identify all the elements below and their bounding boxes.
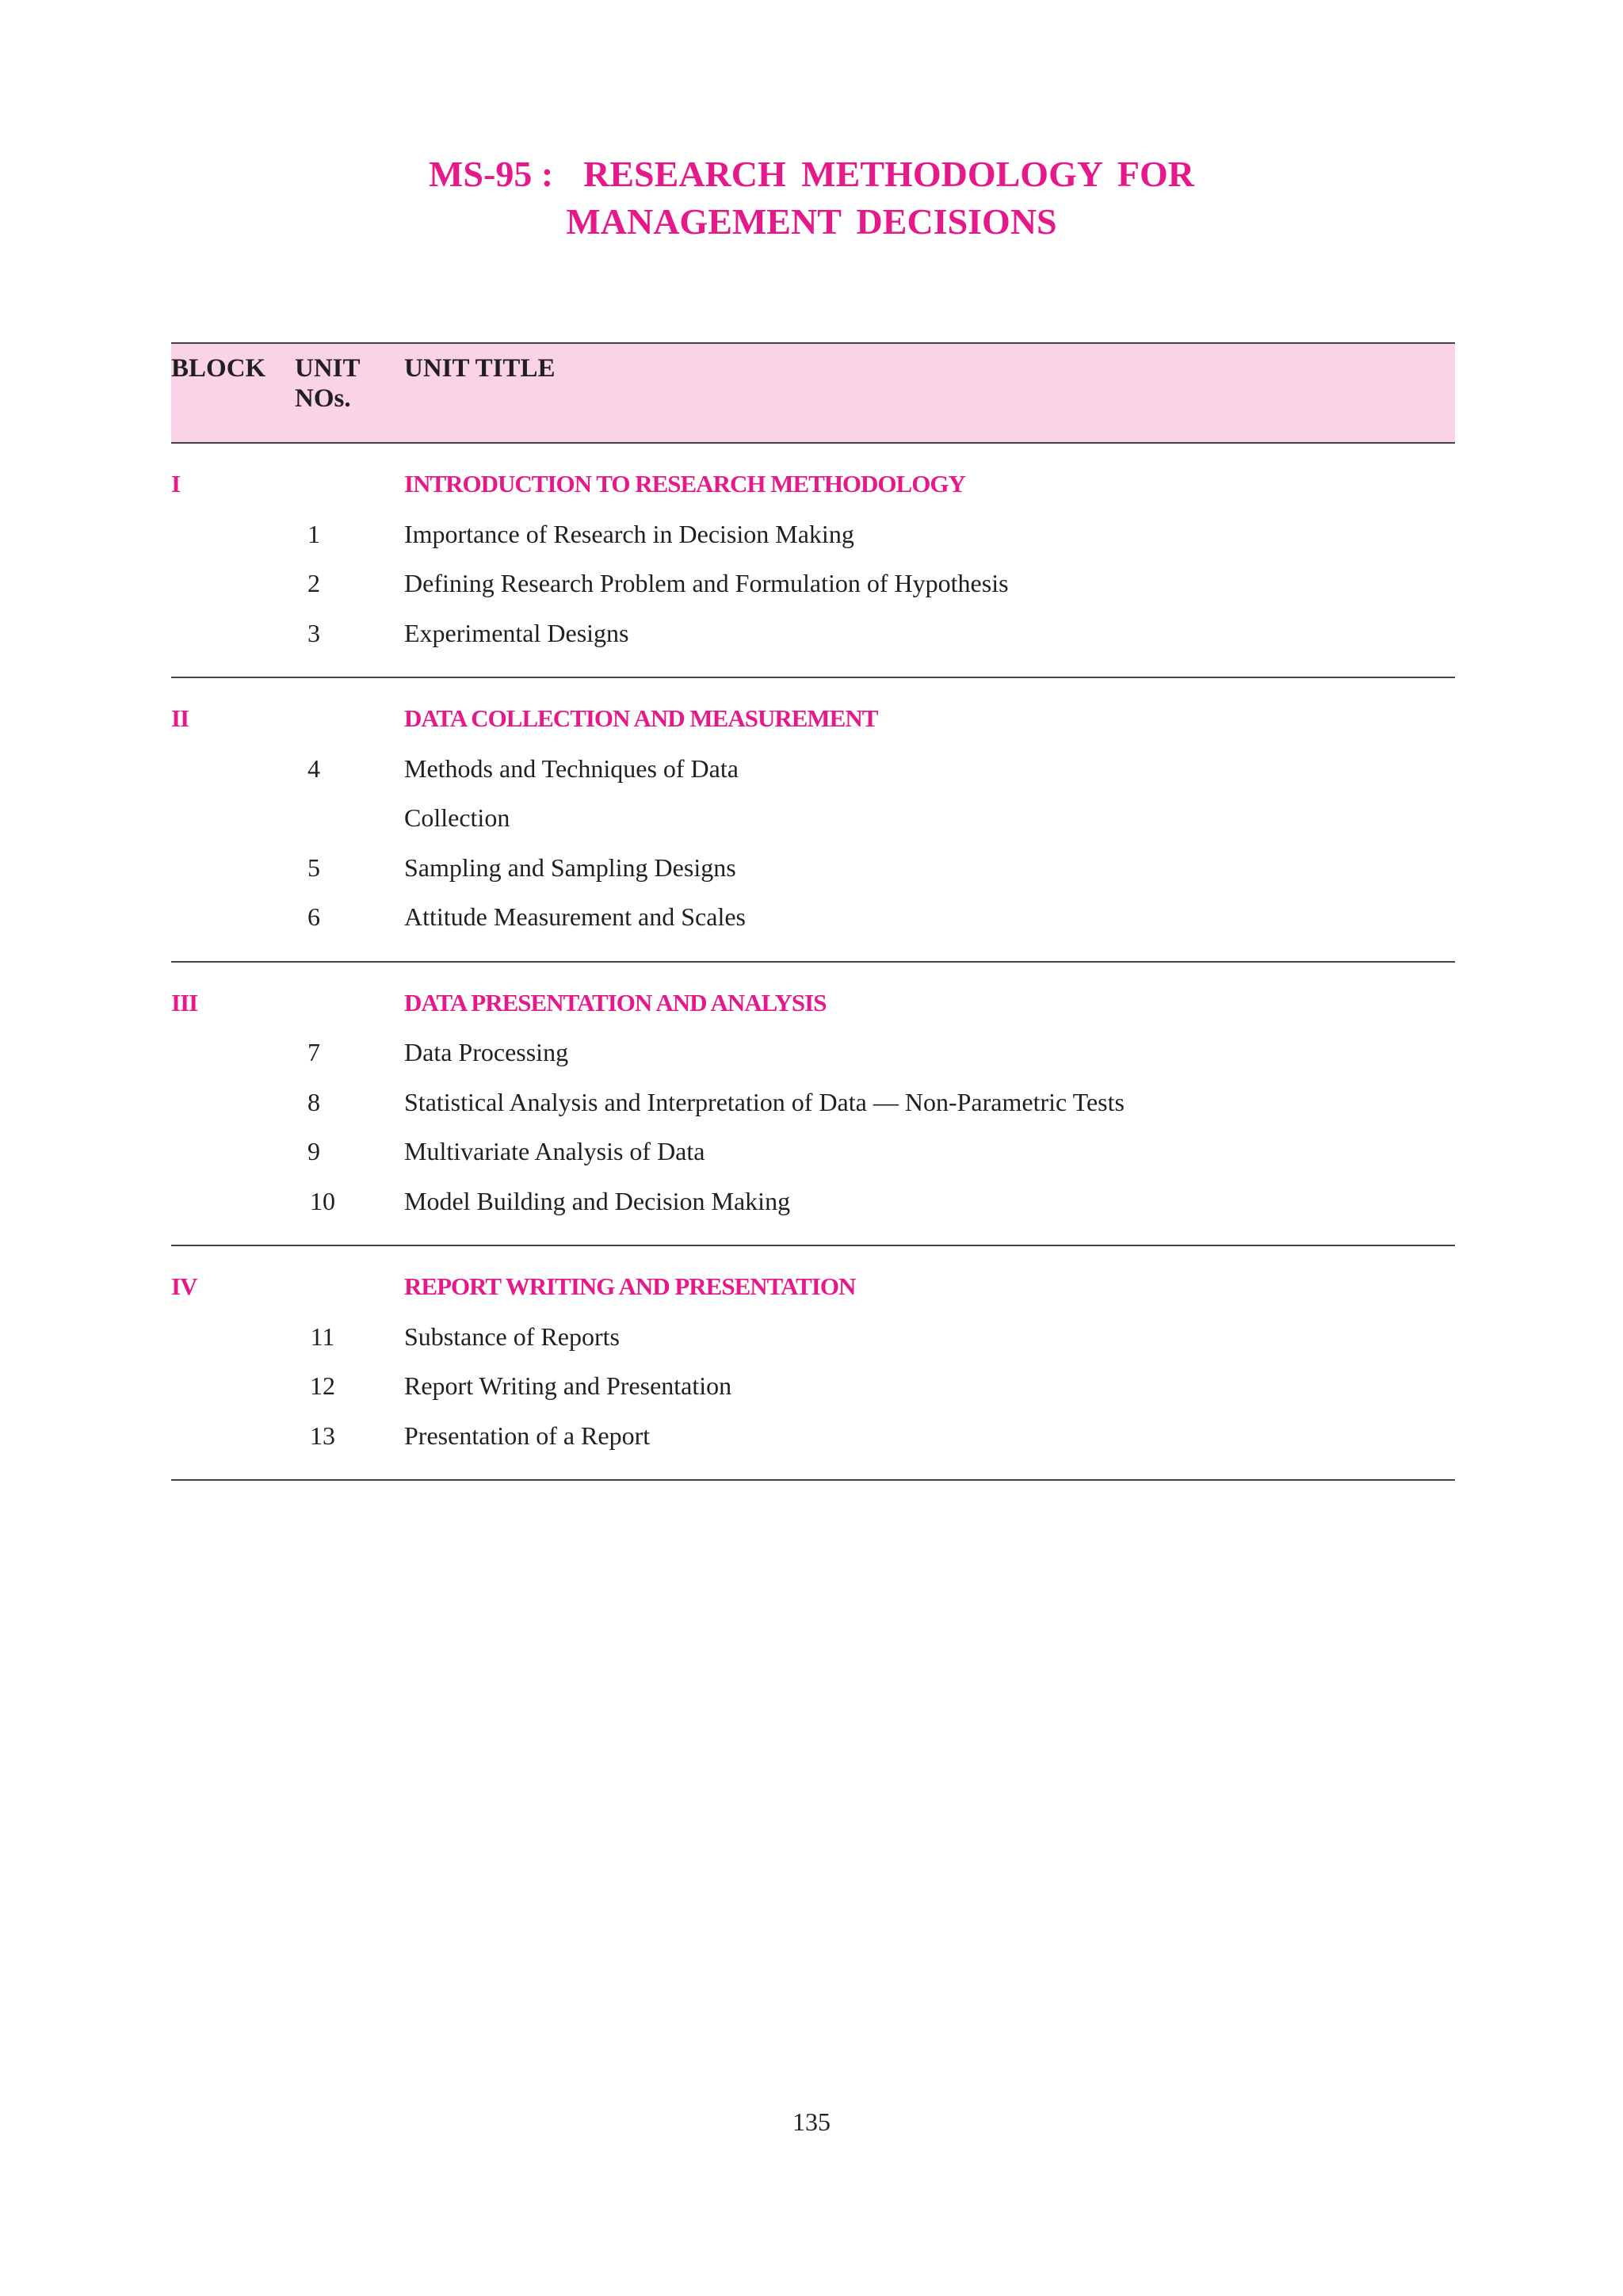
unit-title: Model Building and Decision Making bbox=[404, 1186, 791, 1215]
header-unit-line-1: UNIT bbox=[295, 354, 361, 383]
unit-title: Statistical Analysis and Interpretation of Data — Non-Parametric Tests bbox=[404, 1087, 1125, 1116]
block-heading-row bbox=[171, 694, 1455, 744]
unit-title: Importance of Research in Decision Making bbox=[404, 519, 854, 548]
unit-row bbox=[171, 892, 1455, 942]
unit-row bbox=[171, 1127, 1455, 1177]
course-title-line-2: MANAGEMENT DECISIONS bbox=[566, 201, 1057, 242]
header-unit-title: UNIT TITLE bbox=[404, 354, 556, 383]
unit-number: 13 bbox=[310, 1421, 335, 1450]
unit-number: 6 bbox=[307, 902, 320, 931]
course-title-line-1: RESEARCH METHODOLOGY FOR bbox=[583, 154, 1194, 194]
header-unit-nos bbox=[295, 353, 361, 414]
block-heading-row bbox=[171, 978, 1455, 1028]
unit-title: Attitude Measurement and Scales bbox=[404, 902, 746, 931]
block-id: I bbox=[171, 470, 181, 498]
unit-number: 9 bbox=[307, 1137, 320, 1165]
block-heading-row bbox=[171, 460, 1455, 509]
block-id: III bbox=[171, 988, 198, 1016]
block-section bbox=[171, 1246, 1455, 1481]
unit-title: Data Processing bbox=[404, 1038, 569, 1066]
unit-row bbox=[171, 1361, 1455, 1411]
unit-number: 2 bbox=[307, 569, 320, 597]
unit-number: 4 bbox=[307, 753, 320, 783]
header-block: BLOCK bbox=[171, 354, 266, 383]
block-name: INTRODUCTION TO RESEARCH METHODOLOGY bbox=[404, 470, 965, 498]
unit-title: Methods and Techniques of Data bbox=[404, 753, 739, 783]
block-section bbox=[171, 444, 1455, 678]
page-title-line-2 bbox=[0, 198, 1623, 246]
unit-title: Report Writing and Presentation bbox=[404, 1371, 732, 1400]
unit-title: Multivariate Analysis of Data bbox=[404, 1137, 705, 1165]
unit-number: 7 bbox=[307, 1038, 320, 1066]
unit-row bbox=[171, 1312, 1455, 1362]
unit-title-continuation: Collection bbox=[404, 803, 510, 832]
unit-title: Defining Research Problem and Formulation of Hypothesis bbox=[404, 569, 1009, 597]
block-name: REPORT WRITING AND PRESENTATION bbox=[404, 1272, 856, 1300]
unit-title: Sampling and Sampling Designs bbox=[404, 852, 736, 882]
unit-row bbox=[171, 608, 1455, 658]
block-heading-row bbox=[171, 1262, 1455, 1312]
unit-row-continuation bbox=[171, 793, 1455, 843]
unit-row bbox=[171, 1177, 1455, 1226]
unit-title: Substance of Reports bbox=[404, 1322, 620, 1351]
unit-row bbox=[171, 1028, 1455, 1077]
header-unit-line-2: NOs. bbox=[295, 384, 351, 413]
unit-number: 12 bbox=[310, 1371, 335, 1400]
unit-number: 1 bbox=[307, 519, 320, 548]
unit-number: 11 bbox=[310, 1322, 335, 1351]
unit-number: 5 bbox=[307, 852, 320, 882]
unit-row bbox=[171, 1411, 1455, 1461]
unit-number: 3 bbox=[307, 618, 320, 647]
block-section bbox=[171, 678, 1455, 963]
unit-title: Presentation of a Report bbox=[404, 1421, 651, 1450]
course-code: MS-95 : bbox=[429, 154, 554, 194]
page-title-line-1 bbox=[0, 151, 1623, 198]
unit-title: Experimental Designs bbox=[404, 618, 629, 647]
unit-row bbox=[171, 744, 1455, 794]
block-id: II bbox=[171, 704, 189, 732]
block-name: DATA COLLECTION AND MEASUREMENT bbox=[404, 704, 878, 732]
unit-number: 10 bbox=[310, 1186, 335, 1215]
unit-row bbox=[171, 1077, 1455, 1127]
unit-row bbox=[171, 559, 1455, 608]
unit-row bbox=[171, 843, 1455, 893]
page-number: 135 bbox=[792, 2107, 831, 2136]
unit-number: 8 bbox=[307, 1087, 320, 1116]
unit-row bbox=[171, 509, 1455, 559]
table-header bbox=[171, 342, 1455, 444]
block-name: DATA PRESENTATION AND ANALYSIS bbox=[404, 988, 827, 1016]
course-contents-table bbox=[171, 342, 1455, 1481]
block-section bbox=[171, 963, 1455, 1247]
block-id: IV bbox=[171, 1272, 197, 1300]
